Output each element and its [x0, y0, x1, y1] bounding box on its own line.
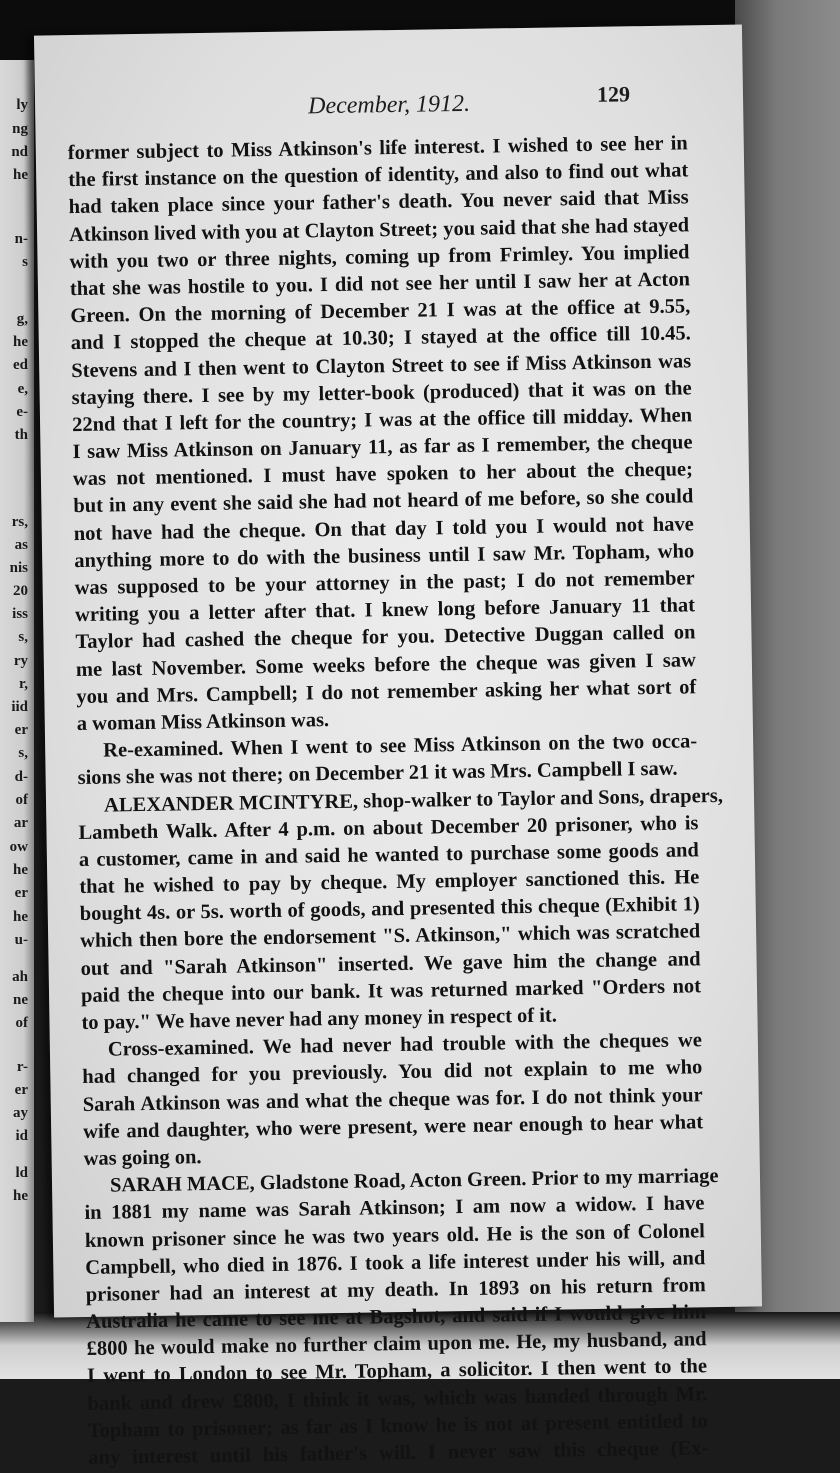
- text-line: was going on.: [83, 1146, 202, 1170]
- text-line: bank and drew £800, I think it was, which was handed through Mr.: [87, 1382, 708, 1415]
- text-line: and I stopped the cheque at 10.30; I stayed at the office till 10.45.: [70, 322, 691, 355]
- text-line: Green. On the morning of December 21 I was at the office at 9.55,: [70, 295, 691, 328]
- text-line: ALEXANDER MCINTYRE, shop-walker to Taylor and Sons, drapers,: [103, 784, 724, 817]
- left-page-fragment: ly: [16, 97, 28, 113]
- left-page-fragment: e,: [17, 381, 28, 397]
- left-page-fragment: d-: [14, 769, 28, 785]
- text-line: a woman Miss Atkinson was.: [76, 709, 330, 735]
- text-line: former subject to Miss Atkinson's life interest. I wished to see her in: [67, 132, 688, 165]
- left-page-fragment: er: [14, 885, 28, 901]
- running-head: December, 1912.: [307, 90, 471, 120]
- text-line: Lambeth Walk. After 4 p.m. on about December 20 prisoner, who is: [78, 811, 699, 844]
- left-page-fragment: id: [15, 1128, 28, 1144]
- text-line: Cross-examined. We had never had trouble with the cheques we: [107, 1029, 703, 1061]
- left-page-fragment: iid: [11, 699, 28, 715]
- text-line: prisoner had an interest at my death. In 1893 on his return from: [85, 1274, 706, 1306]
- page-number: 129: [596, 81, 631, 107]
- text-line: you and Mrs. Campbell; I do not remember asking her what sort of: [76, 676, 697, 708]
- text-line: writing you a letter after that. I knew long before January 11 that: [74, 594, 696, 627]
- text-line: with you two or three nights, coming up from Frimley. You implied: [69, 241, 690, 273]
- text-line: sions she was not there; on December 21 it was Mrs. Campbell I saw.: [77, 757, 678, 790]
- text-line: paid the cheque into our bank. It was returned marked "Orders not: [80, 975, 702, 1007]
- left-page-fragment: 20: [13, 583, 28, 599]
- left-page-fragment: s: [22, 254, 28, 270]
- left-page-fragment: u-: [14, 932, 28, 948]
- left-page-fragment: er: [14, 1082, 28, 1098]
- left-page-fragment: ne: [13, 992, 28, 1008]
- text-line: Taylor had cashed the cheque for you. Detective Duggan called on: [75, 621, 696, 654]
- left-page-fragment: ld: [15, 1165, 28, 1181]
- text-line: the first instance on the question of identity, and also to find out what: [68, 159, 689, 192]
- left-page-fragment: nis: [9, 560, 28, 576]
- text-line: Campbell, who died in 1876. I took a life interest under his will, and: [85, 1246, 706, 1279]
- text-line: me last November. Some weeks before the cheque was given I saw: [75, 648, 697, 681]
- text-line: wife and daughter, who were present, were near enough to hear what: [83, 1111, 704, 1143]
- left-page-fragment: r,: [18, 676, 28, 692]
- text-line: 22nd that I left for the country; I was at the office till midday. When: [71, 404, 693, 436]
- text-line: I went to London to see Mr. Topham, a solicitor. I then went to the: [86, 1355, 708, 1388]
- text-line: bought 4s. or 5s. worth of goods, and presented this cheque (Exhibit 1): [79, 893, 700, 926]
- left-page-fragment: ow: [9, 839, 28, 855]
- text-line: known prisoner since he was two years old. He is the son of Colonel: [84, 1219, 706, 1252]
- text-line: SARAH MACE, Gladstone Road, Acton Green. Prior to my marriage: [109, 1165, 719, 1197]
- text-line: that she was hostile to you. I did not see her until I saw her at Acton: [69, 268, 691, 301]
- text-line: was supposed to be your attorney in the past; I do not remember: [74, 567, 695, 600]
- left-page-fragment: r-: [16, 1059, 28, 1075]
- left-page-fragment: n-: [14, 231, 28, 247]
- text-line: not have had the cheque. On that day I told you I would not have: [73, 512, 694, 545]
- left-page-fragment: g,: [16, 311, 28, 327]
- body-text: [67, 130, 724, 1472]
- left-page-fragment: he: [13, 909, 28, 925]
- text-line: any interest until his father's will. I never saw this cheque (Ex-: [88, 1437, 709, 1469]
- text-line: Sarah Atkinson was and what the cheque was for. I do not think your: [82, 1083, 703, 1116]
- left-page-fragment: of: [15, 792, 28, 808]
- left-page-fragment: he: [13, 862, 28, 878]
- left-page-fragment: e-: [16, 404, 28, 420]
- text-line: I saw Miss Atkinson on January 11, as far as I remember, the cheque: [72, 431, 693, 464]
- text-line: which then bore the endorsement "S. Atkinson," which was scratched: [80, 920, 701, 953]
- left-page-fragment: ay: [13, 1105, 28, 1121]
- text-line: had changed for you previously. You did not explain to me who: [82, 1056, 703, 1089]
- text-line: a customer, came in and said he wanted to purchase some goods and: [78, 839, 700, 871]
- left-page-fragment: iss: [12, 606, 28, 622]
- left-facing-page-edge: [0, 60, 34, 1322]
- text-line: Re-examined. When I went to see Miss Atkinson on the two occa-: [103, 730, 698, 762]
- text-line: out and "Sarah Atkinson" inserted. We gave him the change and: [80, 947, 701, 980]
- left-page-fragment: s,: [18, 629, 28, 645]
- left-page-fragment: ed: [13, 357, 28, 373]
- left-page-fragment: he: [13, 1188, 28, 1204]
- text-line: had taken place since your father's death. You never said that Miss: [68, 186, 689, 219]
- left-page-fragment: nd: [11, 144, 28, 160]
- left-page-fragment: as: [14, 537, 28, 553]
- text-line: staying there. I see by my letter-book (produced) that it was on the: [71, 377, 692, 409]
- text-line: was not mentioned. I must have spoken to her about the cheque;: [72, 458, 694, 491]
- left-page-fragment: rs,: [11, 514, 28, 530]
- text-line: anything more to do with the business until I saw Mr. Topham, who: [74, 540, 695, 572]
- text-line: Atkinson lived with you at Clayton Street; you said that she had stayed: [68, 213, 690, 246]
- text-line: Australia he came to see me at Bagshot, and said if I would give him: [86, 1301, 707, 1334]
- left-page-fragment: ar: [13, 815, 28, 831]
- text-line: that he wished to pay by cheque. My employer sanctioned this. He: [79, 866, 700, 899]
- text-line: in 1881 my name was Sarah Atkinson; I am now a widow. I have: [84, 1192, 705, 1225]
- text-line: to pay." We have never had any money in respect of it.: [81, 1004, 558, 1035]
- left-page-fragment: he: [13, 167, 28, 183]
- text-line: Stevens and I then went to Clayton Street to see if Miss Atkinson was: [71, 349, 692, 382]
- left-page-fragment: er: [14, 722, 28, 738]
- left-page-fragment: ah: [12, 969, 28, 985]
- left-page-fragment: he: [13, 334, 28, 350]
- text-line: but in any event she said she had not heard of me before, so she could: [73, 485, 694, 518]
- text-line: £800 he would make no further claim upon me. He, my husband, and: [86, 1328, 707, 1361]
- text-line: Topham to prisoner; as far as I know he is not at present entitled to: [87, 1410, 708, 1442]
- left-page-fragment: th: [14, 427, 28, 443]
- book-page: [34, 25, 762, 1469]
- left-page-fragment: ry: [13, 653, 28, 669]
- left-page-fragment: s,: [18, 745, 28, 761]
- left-page-fragment: ng: [12, 121, 28, 137]
- left-page-fragment: of: [15, 1015, 28, 1031]
